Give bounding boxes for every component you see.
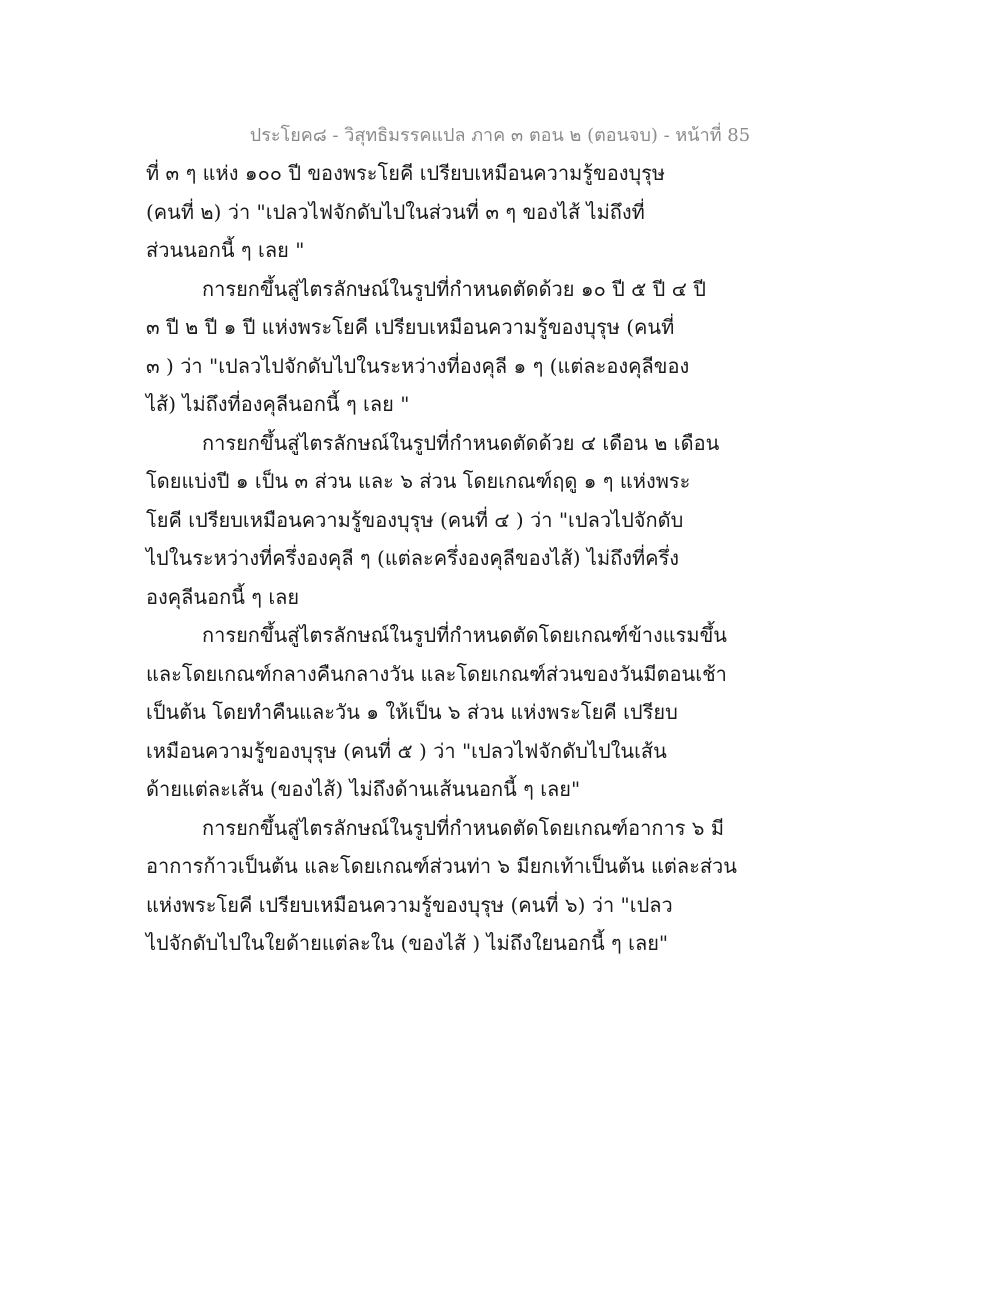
text-line: การยกขึ้นสู่ไตรลักษณ์ในรูปที่กำหนดตัดด้วย ๑๐ ปี ๕ ปี ๔ ปี	[202, 276, 706, 301]
text-line: โดยแบ่งปี ๑ เป็น ๓ ส่วน และ ๖ ส่วน โดยเกณฑ์ฤดู ๑ ๆ แห่งพระ	[146, 469, 691, 493]
text-line: ด้ายแต่ละเส้น (ของไส้) ไม่ถึงด้านเส้นนอกนี้ ๆ เลย"	[146, 777, 581, 801]
body-text	[146, 154, 737, 963]
page-header: ประโยค๘ - วิสุทธิมรรคแปล ภาค ๓ ตอน ๒ (ตอนจบ) - หน้าที่ 85	[249, 125, 751, 146]
text-line: ไส้) ไม่ถึงที่องคุลีนอกนี้ ๆ เลย "	[146, 392, 410, 416]
text-line: การยกขึ้นสู่ไตรลักษณ์ในรูปที่กำหนดตัดด้วย ๔ เดือน ๒ เดือน	[202, 430, 720, 455]
text-line: อาการก้าวเป็นต้น และโดยเกณฑ์ส่วนท่า ๖ มียกเท้าเป็นต้น แต่ละส่วน	[146, 854, 737, 878]
text-line: การยกขึ้นสู่ไตรลักษณ์ในรูปที่กำหนดตัดโดยเกณฑ์ข้างแรมขึ้น	[202, 623, 727, 647]
text-line: การยกขึ้นสู่ไตรลักษณ์ในรูปที่กำหนดตัดโดยเกณฑ์อาการ ๖ มี	[202, 815, 725, 840]
text-line: ส่วนนอกนี้ ๆ เลย "	[146, 238, 305, 262]
text-line: ๓ ปี ๒ ปี ๑ ปี แห่งพระโยคี เปรียบเหมือนความรู้ของบุรุษ (คนที่	[146, 315, 675, 339]
text-line: ที่ ๓ ๆ แห่ง ๑๐๐ ปี ของพระโยคี เปรียบเหมือนความรู้ของบุรุษ	[146, 161, 666, 185]
text-line: ไปจักดับไปในใยด้ายแต่ละใน (ของไส้ ) ไม่ถึงใยนอกนี้ ๆ เลย"	[146, 931, 669, 955]
text-line: และโดยเกณฑ์กลางคืนกลางวัน และโดยเกณฑ์ส่วนของวันมีตอนเช้า	[146, 661, 727, 686]
text-line: (คนที่ ๒) ว่า "เปลวไฟจักดับไปในส่วนที่ ๓ ๆ ของไส้ ไม่ถึงที่	[146, 199, 645, 224]
text-line: โยคี เปรียบเหมือนความรู้ของบุรุษ (คนที่ ๔ ) ว่า "เปลวไปจักดับ	[146, 507, 684, 532]
text-line: เป็นต้น โดยทำคืนและวัน ๑ ให้เป็น ๖ ส่วน แห่งพระโยคี เปรียบ	[146, 700, 678, 724]
text-line: องคุลีนอกนี้ ๆ เลย	[146, 584, 300, 609]
text-line: ไปในระหว่างที่ครึ่งองคุลี ๆ (แต่ละครึ่งองคุลีของไส้) ไม่ถึงที่ครึ่ง	[146, 546, 680, 570]
text-line: ๓ ) ว่า "เปลวไปจักดับไปในระหว่างที่องคุลี ๑ ๆ (แต่ละองคุลีของ	[146, 353, 690, 378]
text-line: เหมือนความรู้ของบุรุษ (คนที่ ๕ ) ว่า "เปลวไฟจักดับไปในเส้น	[146, 738, 667, 763]
text-line: แห่งพระโยคี เปรียบเหมือนความรู้ของบุรุษ (คนที่ ๖) ว่า "เปลว	[146, 892, 673, 917]
